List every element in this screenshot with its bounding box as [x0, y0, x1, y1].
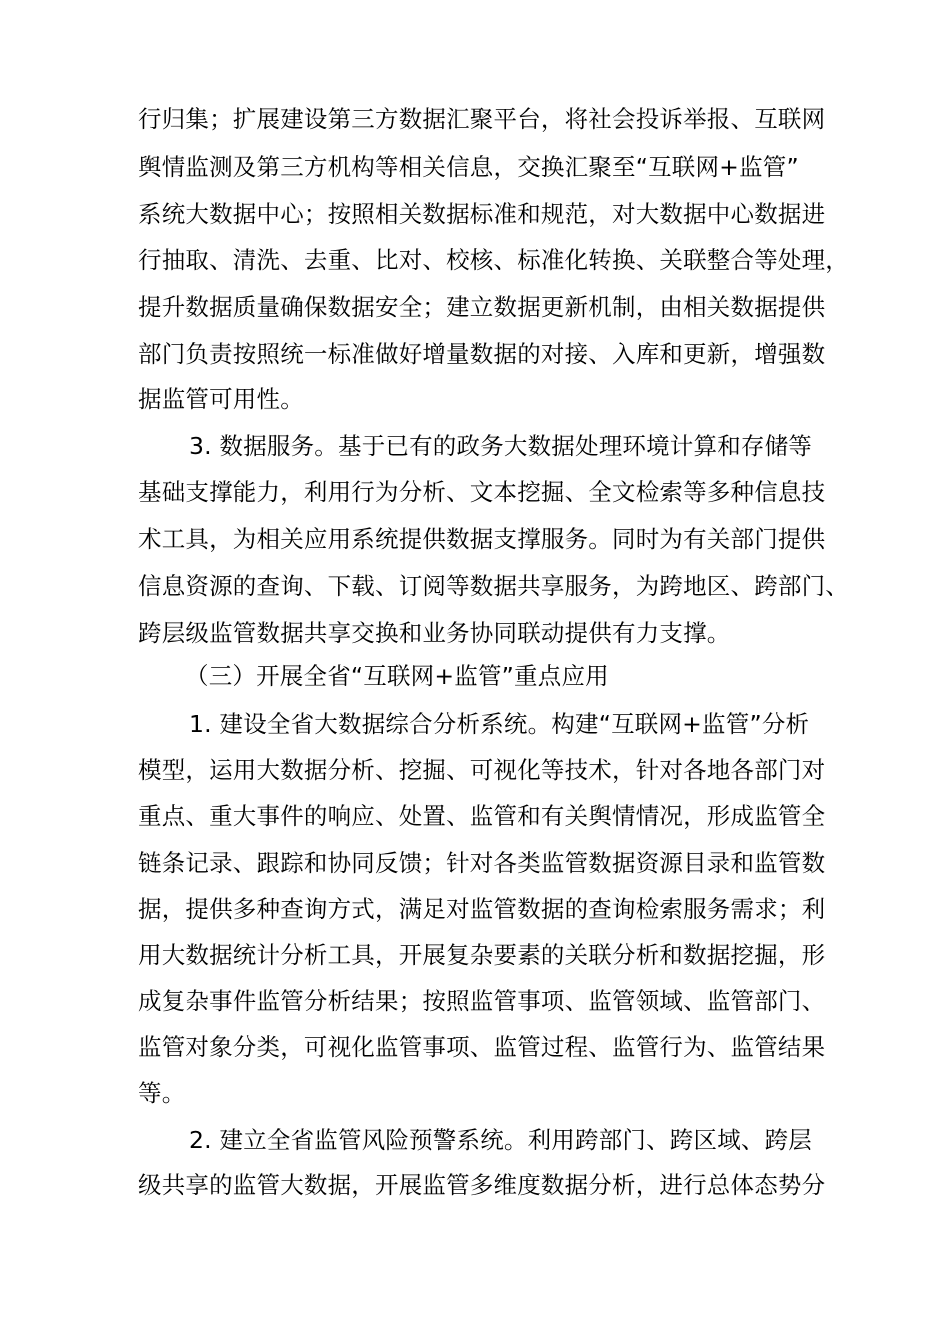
- paragraph-first-line: 3. 数据服务。基于已有的政务大数据处理环境计算和存储等: [189, 432, 812, 460]
- paragraph-line: 基础支撑能力，利用行为分析、文本挖掘、全文检索等多种信息技: [138, 478, 826, 506]
- paragraph-line: 用大数据统计分析工具，开展复杂要素的关联分析和数据挖掘，形: [138, 941, 826, 969]
- paragraph-line: 提升数据质量确保数据安全；建立数据更新机制，由相关数据提供: [138, 293, 826, 321]
- paragraph-first-line: 1. 建设全省大数据综合分析系统。构建“互联网+监管”分析: [189, 710, 810, 738]
- paragraph-line: 监管对象分类，可视化监管事项、监管过程、监管行为、监管结果: [138, 1033, 826, 1061]
- paragraph-line: 等。: [138, 1079, 186, 1107]
- paragraph-line: 信息资源的查询、下载、订阅等数据共享服务，为跨地区、跨部门、: [138, 572, 849, 600]
- section-heading: （三）开展全省“互联网+监管”重点应用: [185, 662, 609, 690]
- paragraph-line: 据监管可用性。: [138, 385, 304, 413]
- paragraph-line: 舆情监测及第三方机构等相关信息，交换汇聚至“互联网+监管”: [138, 153, 799, 181]
- paragraph-line: 成复杂事件监管分析结果；按照监管事项、监管领域、监管部门、: [138, 987, 826, 1015]
- paragraph-line: 行归集；扩展建设第三方数据汇聚平台，将社会投诉举报、互联网: [138, 105, 826, 133]
- paragraph-line: 链条记录、跟踪和协同反馈；针对各类监管数据资源目录和监管数: [138, 849, 826, 877]
- paragraph-line: 重点、重大事件的响应、处置、监管和有关舆情情况，形成监管全: [138, 802, 826, 830]
- paragraph-line: 系统大数据中心；按照相关数据标准和规范，对大数据中心数据进: [138, 200, 826, 228]
- paragraph-line: 部门负责按照统一标准做好增量数据的对接、入库和更新，增强数: [138, 340, 826, 368]
- paragraph-line: 行抽取、清洗、去重、比对、校核、标准化转换、关联整合等处理，: [138, 246, 849, 274]
- paragraph-line: 术工具，为相关应用系统提供数据支撑服务。同时为有关部门提供: [138, 525, 826, 553]
- paragraph-first-line: 2. 建立全省监管风险预警系统。利用跨部门、跨区域、跨层: [189, 1126, 812, 1154]
- paragraph-line: 级共享的监管大数据，开展监管多维度数据分析，进行总体态势分: [138, 1171, 826, 1199]
- paragraph-line: 模型，运用大数据分析、挖掘、可视化等技术，针对各地各部门对: [138, 756, 826, 784]
- paragraph-line: 跨层级监管数据共享交换和业务协同联动提供有力支撑。: [138, 619, 731, 647]
- paragraph-line: 据，提供多种查询方式，满足对监管数据的查询检索服务需求；利: [138, 895, 826, 923]
